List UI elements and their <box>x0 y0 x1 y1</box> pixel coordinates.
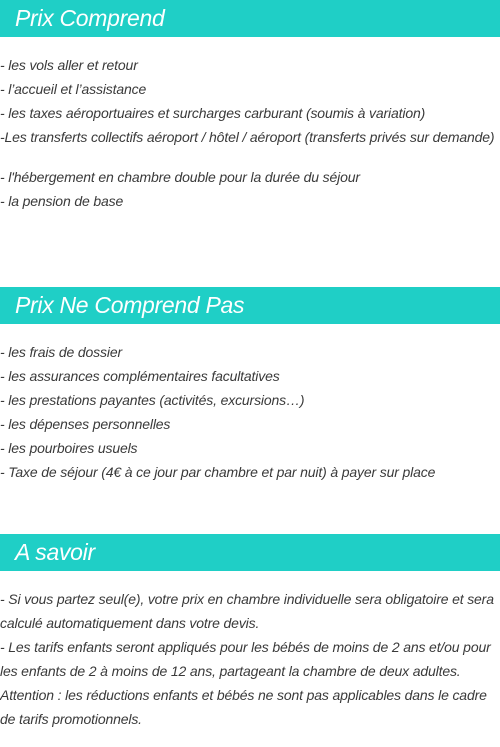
section-header-a-savoir <box>0 534 500 571</box>
list-item: - Si vous partez seul(e), votre prix en chambre individuelle sera obligatoire et sera calculé automatiquement dans votre devis. <box>0 591 494 631</box>
list-item: - les taxes aéroportuaires et surcharges carburant (soumis à variation) <box>0 105 426 121</box>
list-item: -Les transferts collectifs aéroport / hôtel / aéroport (transferts privés sur demande) <box>0 129 495 145</box>
list-item: - l'hébergement en chambre double pour la durée du séjour <box>0 169 360 185</box>
list-item: - Les tarifs enfants seront appliqués pour les bébés de moins de 2 ans et/ou pour les enfants de 2 à moins de 12 ans, partageant la chambre de deux adultes. <box>0 639 491 679</box>
list-item: - les prestations payantes (activités, excursions…) <box>0 392 305 408</box>
list-item: Attention : les réductions enfants et bébés ne sont pas applicables dans le cadre de tarifs promotionnels. <box>0 687 487 727</box>
list-item: - Taxe de séjour (4€ à ce jour par chambre et par nuit) à payer sur place <box>0 464 436 480</box>
list-item: - les vols aller et retour <box>0 57 138 73</box>
section-body-prix-ne-comprend-pas <box>0 340 500 484</box>
list-item: - l’accueil et l’assistance <box>0 81 147 97</box>
list-item: - les dépenses personnelles <box>0 416 171 432</box>
list-item: - les pourboires usuels <box>0 440 138 456</box>
section-title: Prix Comprend <box>15 5 165 31</box>
section-title: Prix Ne Comprend Pas <box>15 292 245 318</box>
section-body-a-savoir <box>0 587 500 731</box>
section-title: A savoir <box>15 539 95 565</box>
section-header-prix-ne-comprend-pas <box>0 287 500 324</box>
spacer <box>0 149 500 165</box>
section-body-prix-comprend <box>0 53 500 213</box>
list-item: - les assurances complémentaires facultatives <box>0 368 280 384</box>
list-item: - les frais de dossier <box>0 344 122 360</box>
list-item: - la pension de base <box>0 193 124 209</box>
section-header-prix-comprend <box>0 0 500 37</box>
